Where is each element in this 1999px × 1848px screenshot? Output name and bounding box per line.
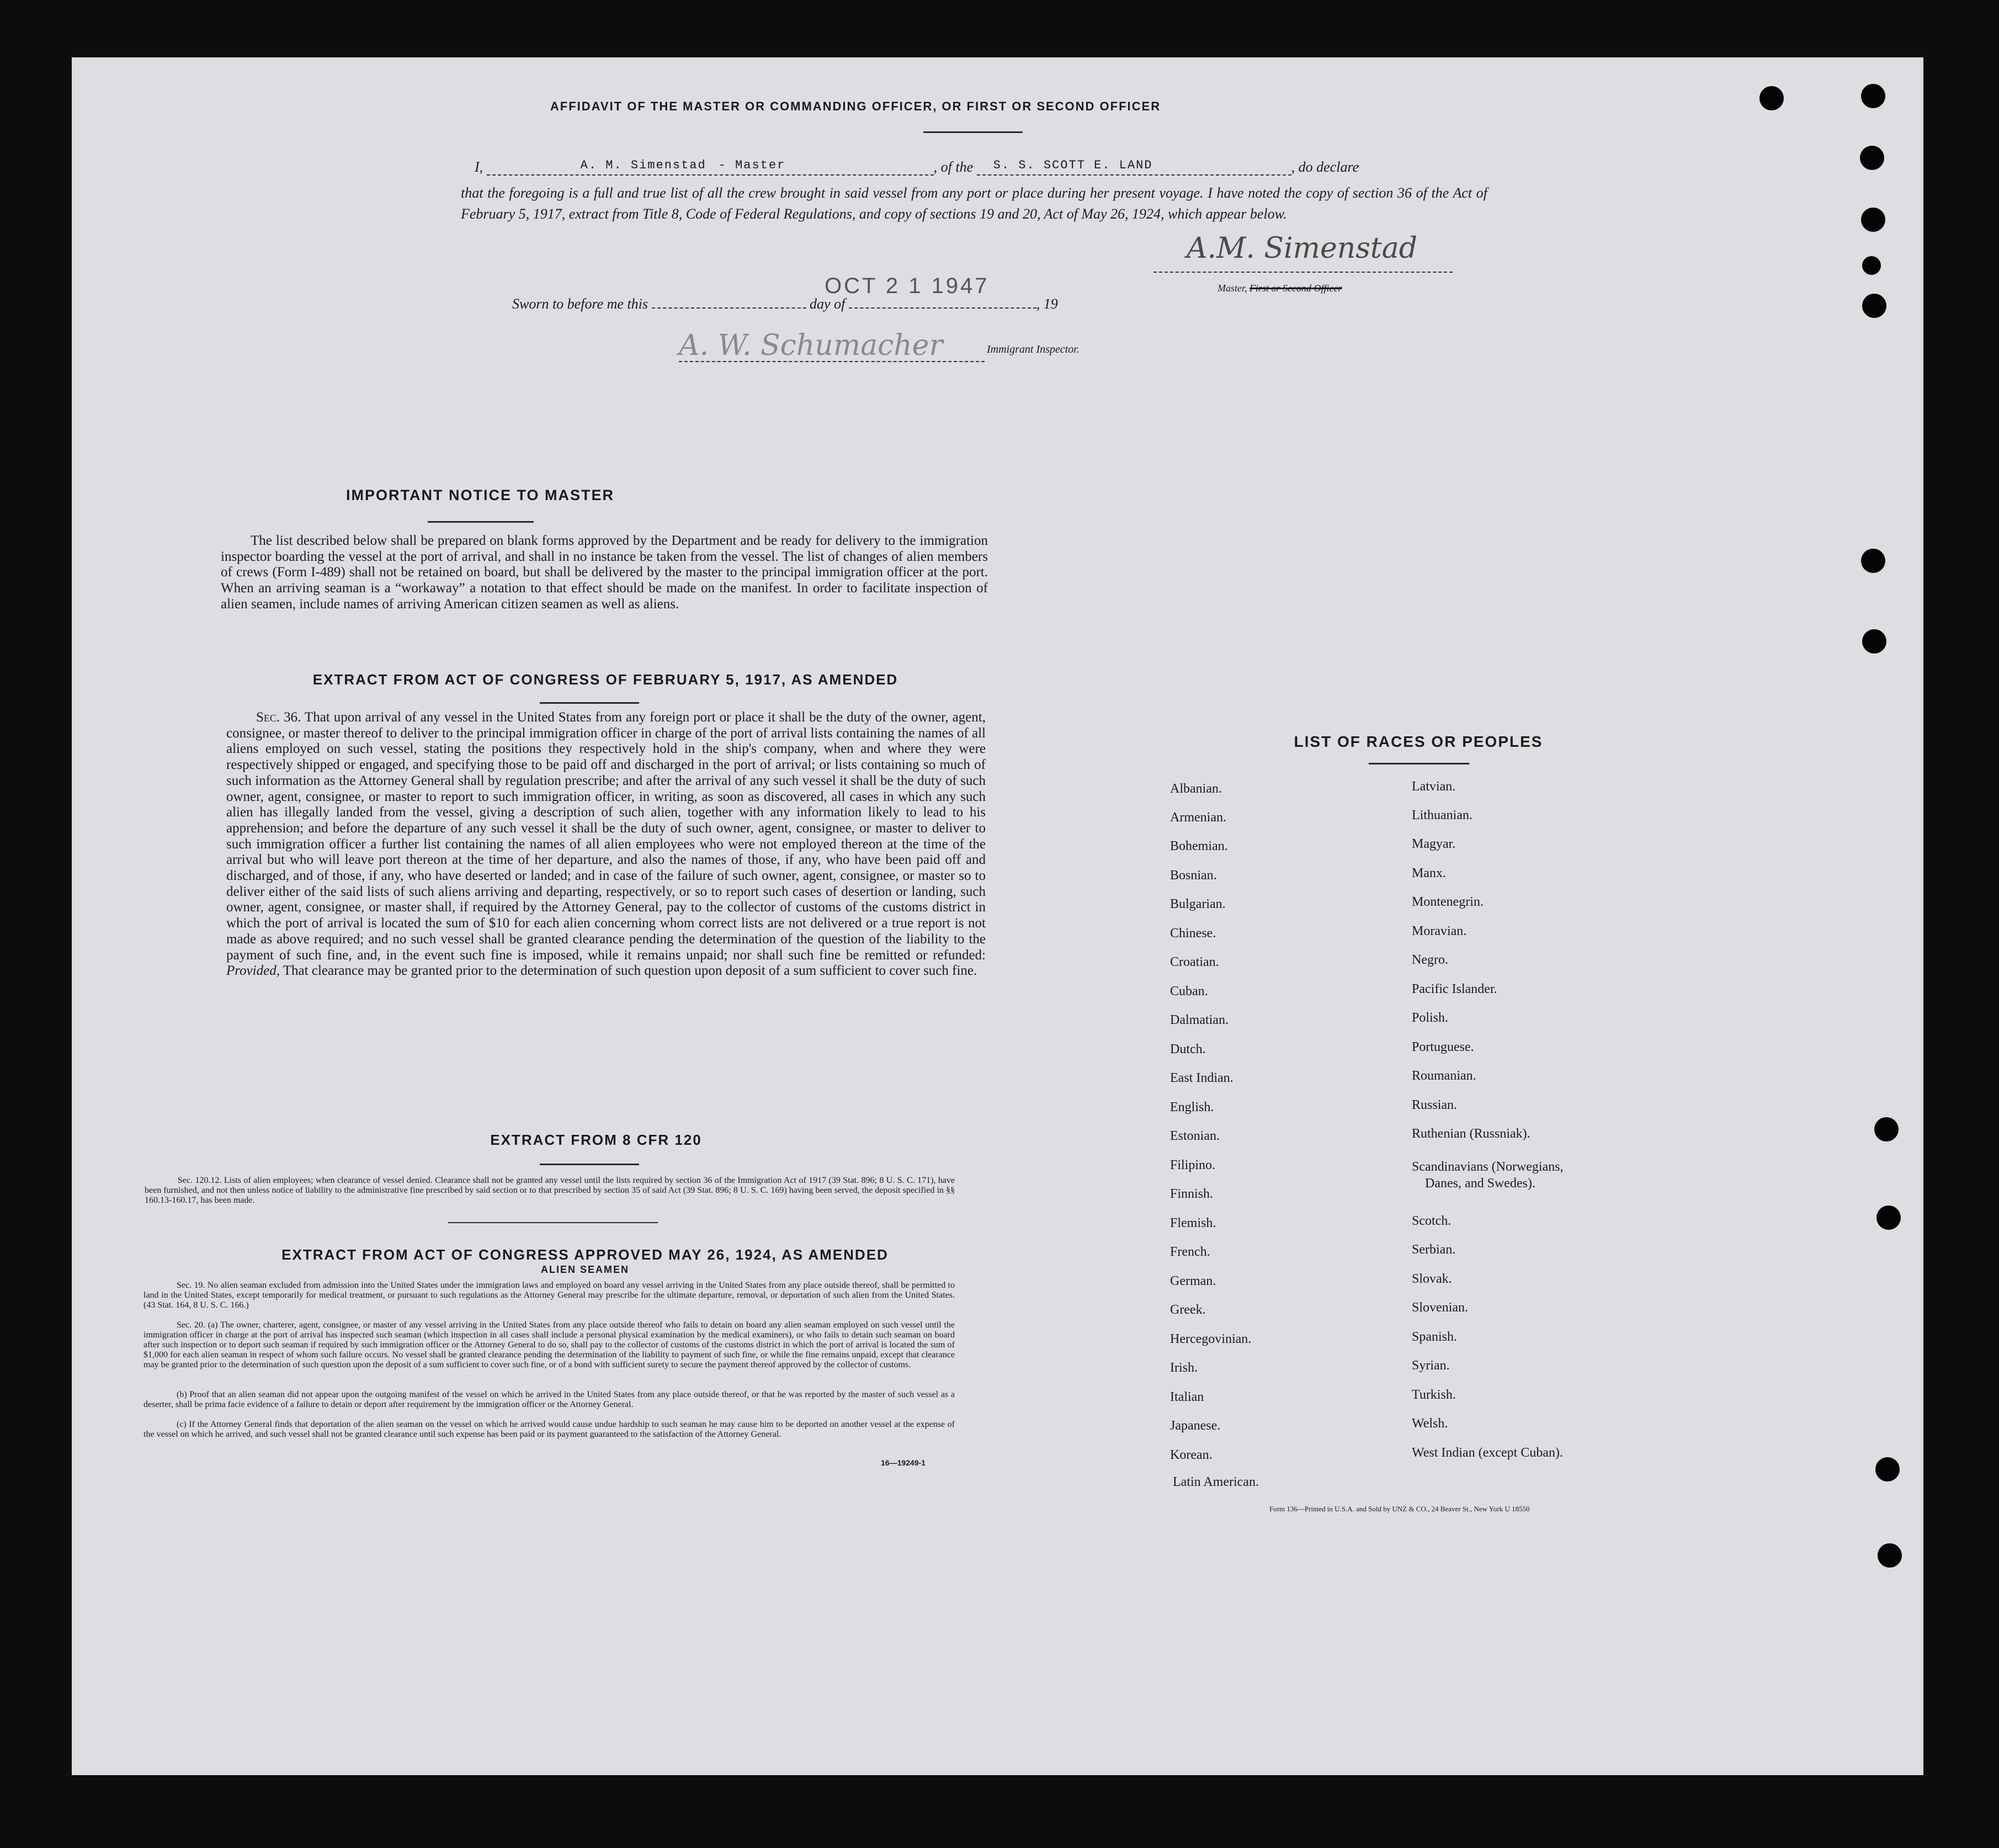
race-right-item: Magyar. xyxy=(1412,837,1456,851)
divider xyxy=(540,702,639,704)
master-caption-label: Master, xyxy=(1218,283,1247,294)
race-left-item: Chinese. xyxy=(1170,926,1216,941)
do-declare-label: , do declare xyxy=(1291,159,1359,175)
extract-1924-title: EXTRACT FROM ACT OF CONGRESS APPROVED MAY 26, 1924, AS AMENDED xyxy=(281,1246,889,1263)
punch-hole xyxy=(1862,294,1886,318)
race-left-item: Bohemian. xyxy=(1170,839,1228,853)
race-left-item: Hercegovinian. xyxy=(1170,1332,1252,1346)
i-label: I, xyxy=(475,159,483,175)
race-left-item: Finnish. xyxy=(1170,1187,1214,1201)
struck-officer-caption: First or Second Officer xyxy=(1250,283,1342,294)
affidavit-body: that the foregoing is a full and true list of all the crew brought in said vessel from any port or place during her present voyage. I have noted the copy of section 36 of the Act of February 5, 1917, extract from Title 8, Code of Federal Regulations, and copy of sections 19 and 20, Act of May 26, 1924, which appear below. xyxy=(461,185,1487,222)
sec-20b-text: (b) Proof that an alien seaman did not appear upon the outgoing manifest of the vessel on which he arrived in the United States from any place outside thereof, or that he was reported by the master of such vessel as a deserter, shall be prima facie evidence of a failure to detain or deport after requirement by the immigration officer or the Attorney General. xyxy=(143,1390,955,1409)
day-of-label: day of xyxy=(810,296,846,312)
punch-hole xyxy=(1861,208,1885,232)
race-right-item: Turkish. xyxy=(1412,1388,1456,1402)
race-right-item: Syrian. xyxy=(1412,1358,1450,1373)
date-stamp: OCT 2 1 1947 xyxy=(825,274,990,298)
affidavit-declaration-line xyxy=(475,159,1559,176)
race-right-item: Russian. xyxy=(1412,1098,1458,1112)
punch-hole xyxy=(1874,1117,1899,1141)
cfr-title: EXTRACT FROM 8 CFR 120 xyxy=(490,1132,702,1148)
race-right-item: Negro. xyxy=(1412,953,1448,967)
punch-hole xyxy=(1860,146,1884,170)
extract-1917-body xyxy=(226,710,986,979)
of-the-label: , of the xyxy=(933,159,974,175)
race-right-item: Slovenian. xyxy=(1412,1300,1468,1315)
master-name: A. M. Simenstad xyxy=(580,158,706,172)
vessel-field xyxy=(977,159,1291,176)
race-right-item: Moravian. xyxy=(1412,924,1467,938)
punch-hole xyxy=(1862,629,1886,654)
race-right-item: Pacific Islander. xyxy=(1412,982,1497,996)
race-left-item: Irish. xyxy=(1170,1361,1198,1375)
divider xyxy=(448,1222,658,1223)
notice-title: IMPORTANT NOTICE TO MASTER xyxy=(346,487,614,503)
sworn-label: Sworn to before me this xyxy=(512,296,648,312)
punch-hole xyxy=(1759,86,1784,110)
section-36-label: Sec. 36. xyxy=(256,710,301,725)
race-right-item: West Indian (except Cuban). xyxy=(1412,1446,1563,1460)
race-left-item: Filipino. xyxy=(1170,1158,1216,1172)
master-signature-line xyxy=(1153,232,1453,273)
race-left-item: Armenian. xyxy=(1170,810,1226,825)
race-left-item: Latin American. xyxy=(1173,1475,1259,1489)
divider xyxy=(923,131,1023,133)
race-right-item: Montenegrin. xyxy=(1412,895,1484,909)
race-left-item: Japanese. xyxy=(1170,1419,1221,1433)
sworn-line xyxy=(512,296,1230,312)
race-right-item: Ruthenian (Russniak). xyxy=(1412,1127,1530,1141)
sec-19-text: Sec. 19. No alien seaman excluded from admission into the United States under the immigration laws and employed on board any vessel arriving in the United States from any place outside thereof, shall be permitted to land in the United States, except temporarily for medical treatment, or pursuant to such regulations as the Attorney General may prescribe for the ultimate departure, removal, or deportation of such alien from the United States. (43 Stat. 164, 8 U. S. C. 166.) xyxy=(143,1281,955,1310)
race-right-item: Slovak. xyxy=(1412,1272,1452,1286)
master-signature: A.M. Simenstad xyxy=(1187,232,1418,265)
race-right-item: Welsh. xyxy=(1412,1416,1448,1431)
race-left-item: Croatian. xyxy=(1170,955,1219,969)
race-left-item: English. xyxy=(1170,1100,1214,1114)
race-right-item: Scotch. xyxy=(1412,1214,1452,1228)
year-label: , 19 xyxy=(1036,296,1058,312)
divider xyxy=(1369,763,1469,764)
race-left-item: East Indian. xyxy=(1170,1071,1234,1085)
divider xyxy=(428,521,534,523)
master-rank: - Master xyxy=(718,158,786,172)
sec-20a-text: Sec. 20. (a) The owner, charterer, agent, consignee, or master of any vessel arriving in the United States from any place outside thereof who fails to detain on board any alien seaman employed on such vessel until the immigration officer in charge at the port of arrival has inspected such seaman (which inspection in all cases shall include a personal physical examination by the medical examiners), or who fails to detain such seaman on board after such inspection or to deport such seaman if required by such immigration officer or the Attorney General to do so, shall pay to the collector of customs of the customs district in which the port of arrival is located the sum of $1,000 for each alien seaman in respect of whom such failure occurs. No vessel shall be granted clearance pending the determination of the liability to payment of such fine, or while the fine remains unpaid, except that clearance may be granted prior to the determination of such question upon the deposit of a sum sufficient to cover such fine, or of a bond with sufficient surety to secure the payment thereof approved by the collector of customs. xyxy=(143,1320,955,1369)
punch-hole xyxy=(1876,1206,1901,1230)
race-right-item: Roumanian. xyxy=(1412,1069,1476,1083)
affidavit-title: AFFIDAVIT OF THE MASTER OR COMMANDING OFFICER, OR FIRST OR SECOND OFFICER xyxy=(550,99,1161,113)
race-left-item: Italian xyxy=(1170,1390,1204,1404)
race-left-item: Albanian. xyxy=(1170,782,1222,796)
race-right-item: Lithuanian. xyxy=(1412,808,1472,822)
inspector-signature: A. W. Schumacher xyxy=(679,329,943,362)
race-left-item: Flemish. xyxy=(1170,1216,1216,1230)
race-left-item: Greek. xyxy=(1170,1303,1206,1317)
punch-hole xyxy=(1878,1543,1902,1568)
punch-hole xyxy=(1861,549,1885,573)
race-right-item: Spanish. xyxy=(1412,1330,1458,1344)
race-left-item: German. xyxy=(1170,1274,1216,1288)
race-left-item: Dalmatian. xyxy=(1170,1013,1229,1027)
race-left-item: Cuban. xyxy=(1170,984,1208,999)
cfr-body: Sec. 120.12. Lists of alien employees; when clearance of vessel denied. Clearance shall not be granted any vessel until the lists required by section 36 of the Immigration Act of 1917 (39 Stat. 896; 8 U. S. C. 171), have been furnished, and not then unless notice of liability to the administrative fine prescribed by said section or to that prescribed by section 35 of said Act (39 Stat. 896; 8 U. S. C. 169) having been served, the deposit specified in §§ 160.13-160.17, has been made. xyxy=(145,1176,955,1205)
race-left-item: Korean. xyxy=(1170,1448,1213,1462)
section-36-proviso: That clearance may be granted prior to the determination of such question upon deposit of a sum sufficient to cover such fine. xyxy=(283,963,977,979)
race-right-item: Polish. xyxy=(1412,1011,1449,1025)
race-right-item: Serbian. xyxy=(1412,1242,1456,1257)
race-left-item: Bosnian. xyxy=(1170,868,1217,883)
race-right-item: Latvian. xyxy=(1412,779,1456,794)
printer-imprint: Form 136—Printed in U.S.A. and Sold by UNZ & CO., 24 Beaver St., New York U 18550 xyxy=(1269,1505,1530,1513)
race-right-item: Scandinavians (Norwegians, xyxy=(1412,1160,1564,1174)
document-page xyxy=(72,57,1923,1775)
race-left-item: Dutch. xyxy=(1170,1042,1206,1056)
race-left-item: French. xyxy=(1170,1245,1210,1259)
punch-hole xyxy=(1861,84,1885,108)
notice-body: The list described below shall be prepared on blank forms approved by the Department and be ready for delivery to the immigration inspector boarding the vessel at the port of arrival, and shall in no instance be taken from the vessel. The list of changes of alien members of crews (Form I-489) shall not be retained on board, but shall be delivered by the master to the principal immigration officer at the port. When an arriving seaman is a “workaway” a notation to that effect should be made on the manifest. In order to facilitate inspection of alien seamen, include names of arriving American citizen seamen as well as aliens. xyxy=(221,533,988,612)
race-right-item: Portuguese. xyxy=(1412,1040,1474,1054)
sworn-day-field xyxy=(652,307,806,309)
race-left-item: Bulgarian. xyxy=(1170,897,1226,911)
inspector-signature-line xyxy=(679,329,985,362)
race-right-item: Manx. xyxy=(1412,866,1446,880)
punch-hole xyxy=(1875,1457,1900,1481)
sworn-month-field xyxy=(849,307,1036,309)
race-left-item: Estonian. xyxy=(1170,1129,1220,1143)
punch-hole xyxy=(1862,256,1881,275)
form-code: 16—19249-1 xyxy=(881,1458,926,1467)
inspector-caption: Immigrant Inspector. xyxy=(987,343,1080,355)
sec-20c-text: (c) If the Attorney General finds that deportation of the alien seaman on the vessel on which he arrived would cause undue hardship to such seaman he may cause him to be deported on another vessel at the expense of the vessel on which he arrived, and such vessel shall not be granted clearance until such expense has been paid or its payment guaranteed to the satisfaction of the Attorney General. xyxy=(143,1420,955,1439)
section-36-text: That upon arrival of any vessel in the United States from any foreign port or place it shall be the duty of the owner, agent, consignee, or master thereof to deliver to the principal immigration officer in charge of the port of arrival lists containing the names of all aliens employed on such vessel, stating the positions they respectively hold in the ship's company, when and where they were respectively shipped or engaged, and specifying those to be paid off and discharged in the port of arrival; or lists containing so much of such information as the Attorney General shall by regulation prescribe; and after the arrival of any such vessel it shall be the duty of such owner, agent, consignee, or master to report to such immigration officer, in writing, as soon as discovered, all cases in which any such alien has illegally landed from the vessel, giving a description of such alien, together with any information likely to lead to his apprehension; and before the departure of any such vessel it shall be the duty of such owner, agent, consignee, or master to deliver to such immigration officer a further list containing the names of all alien employees who were not employed thereon at the time of the arrival but who will leave port thereon at the time of her departure, and also the names of those, if any, who have been paid off and discharged, and of those, if any, who have deserted or landed; and in case of the failure of such owner, agent, consignee, or master so to deliver either of the said lists of such aliens arriving and departing, respectively, or so to report such cases of desertion or landing, such owner, agent, consignee, or master shall, if required by the Attorney General, pay to the collector of customs of the customs district in which the port of arrival is located the sum of $10 for each alien concerning whom correct lists are not delivered or a true report is not made as above required; and no such vessel shall be granted clearance pending the determination of the question of the liability to the payment of such fine, and, in the event such fine is imposed, while it remains unpaid; nor shall such fine be remitted or refunded: xyxy=(226,710,986,963)
provided-label: Provided, xyxy=(226,963,280,979)
extract-1917-title: EXTRACT FROM ACT OF CONGRESS OF FEBRUARY 5, 1917, AS AMENDED xyxy=(312,671,899,688)
name-field xyxy=(487,159,934,176)
divider xyxy=(540,1164,639,1165)
extract-1924-subtitle: ALIEN SEAMEN xyxy=(540,1264,629,1275)
races-title: LIST OF RACES OR PEOPLES xyxy=(1294,733,1543,750)
race-right-item: Danes, and Swedes). xyxy=(1425,1176,1535,1191)
master-caption xyxy=(1218,283,1342,294)
vessel-name: S. S. SCOTT E. LAND xyxy=(993,158,1153,172)
